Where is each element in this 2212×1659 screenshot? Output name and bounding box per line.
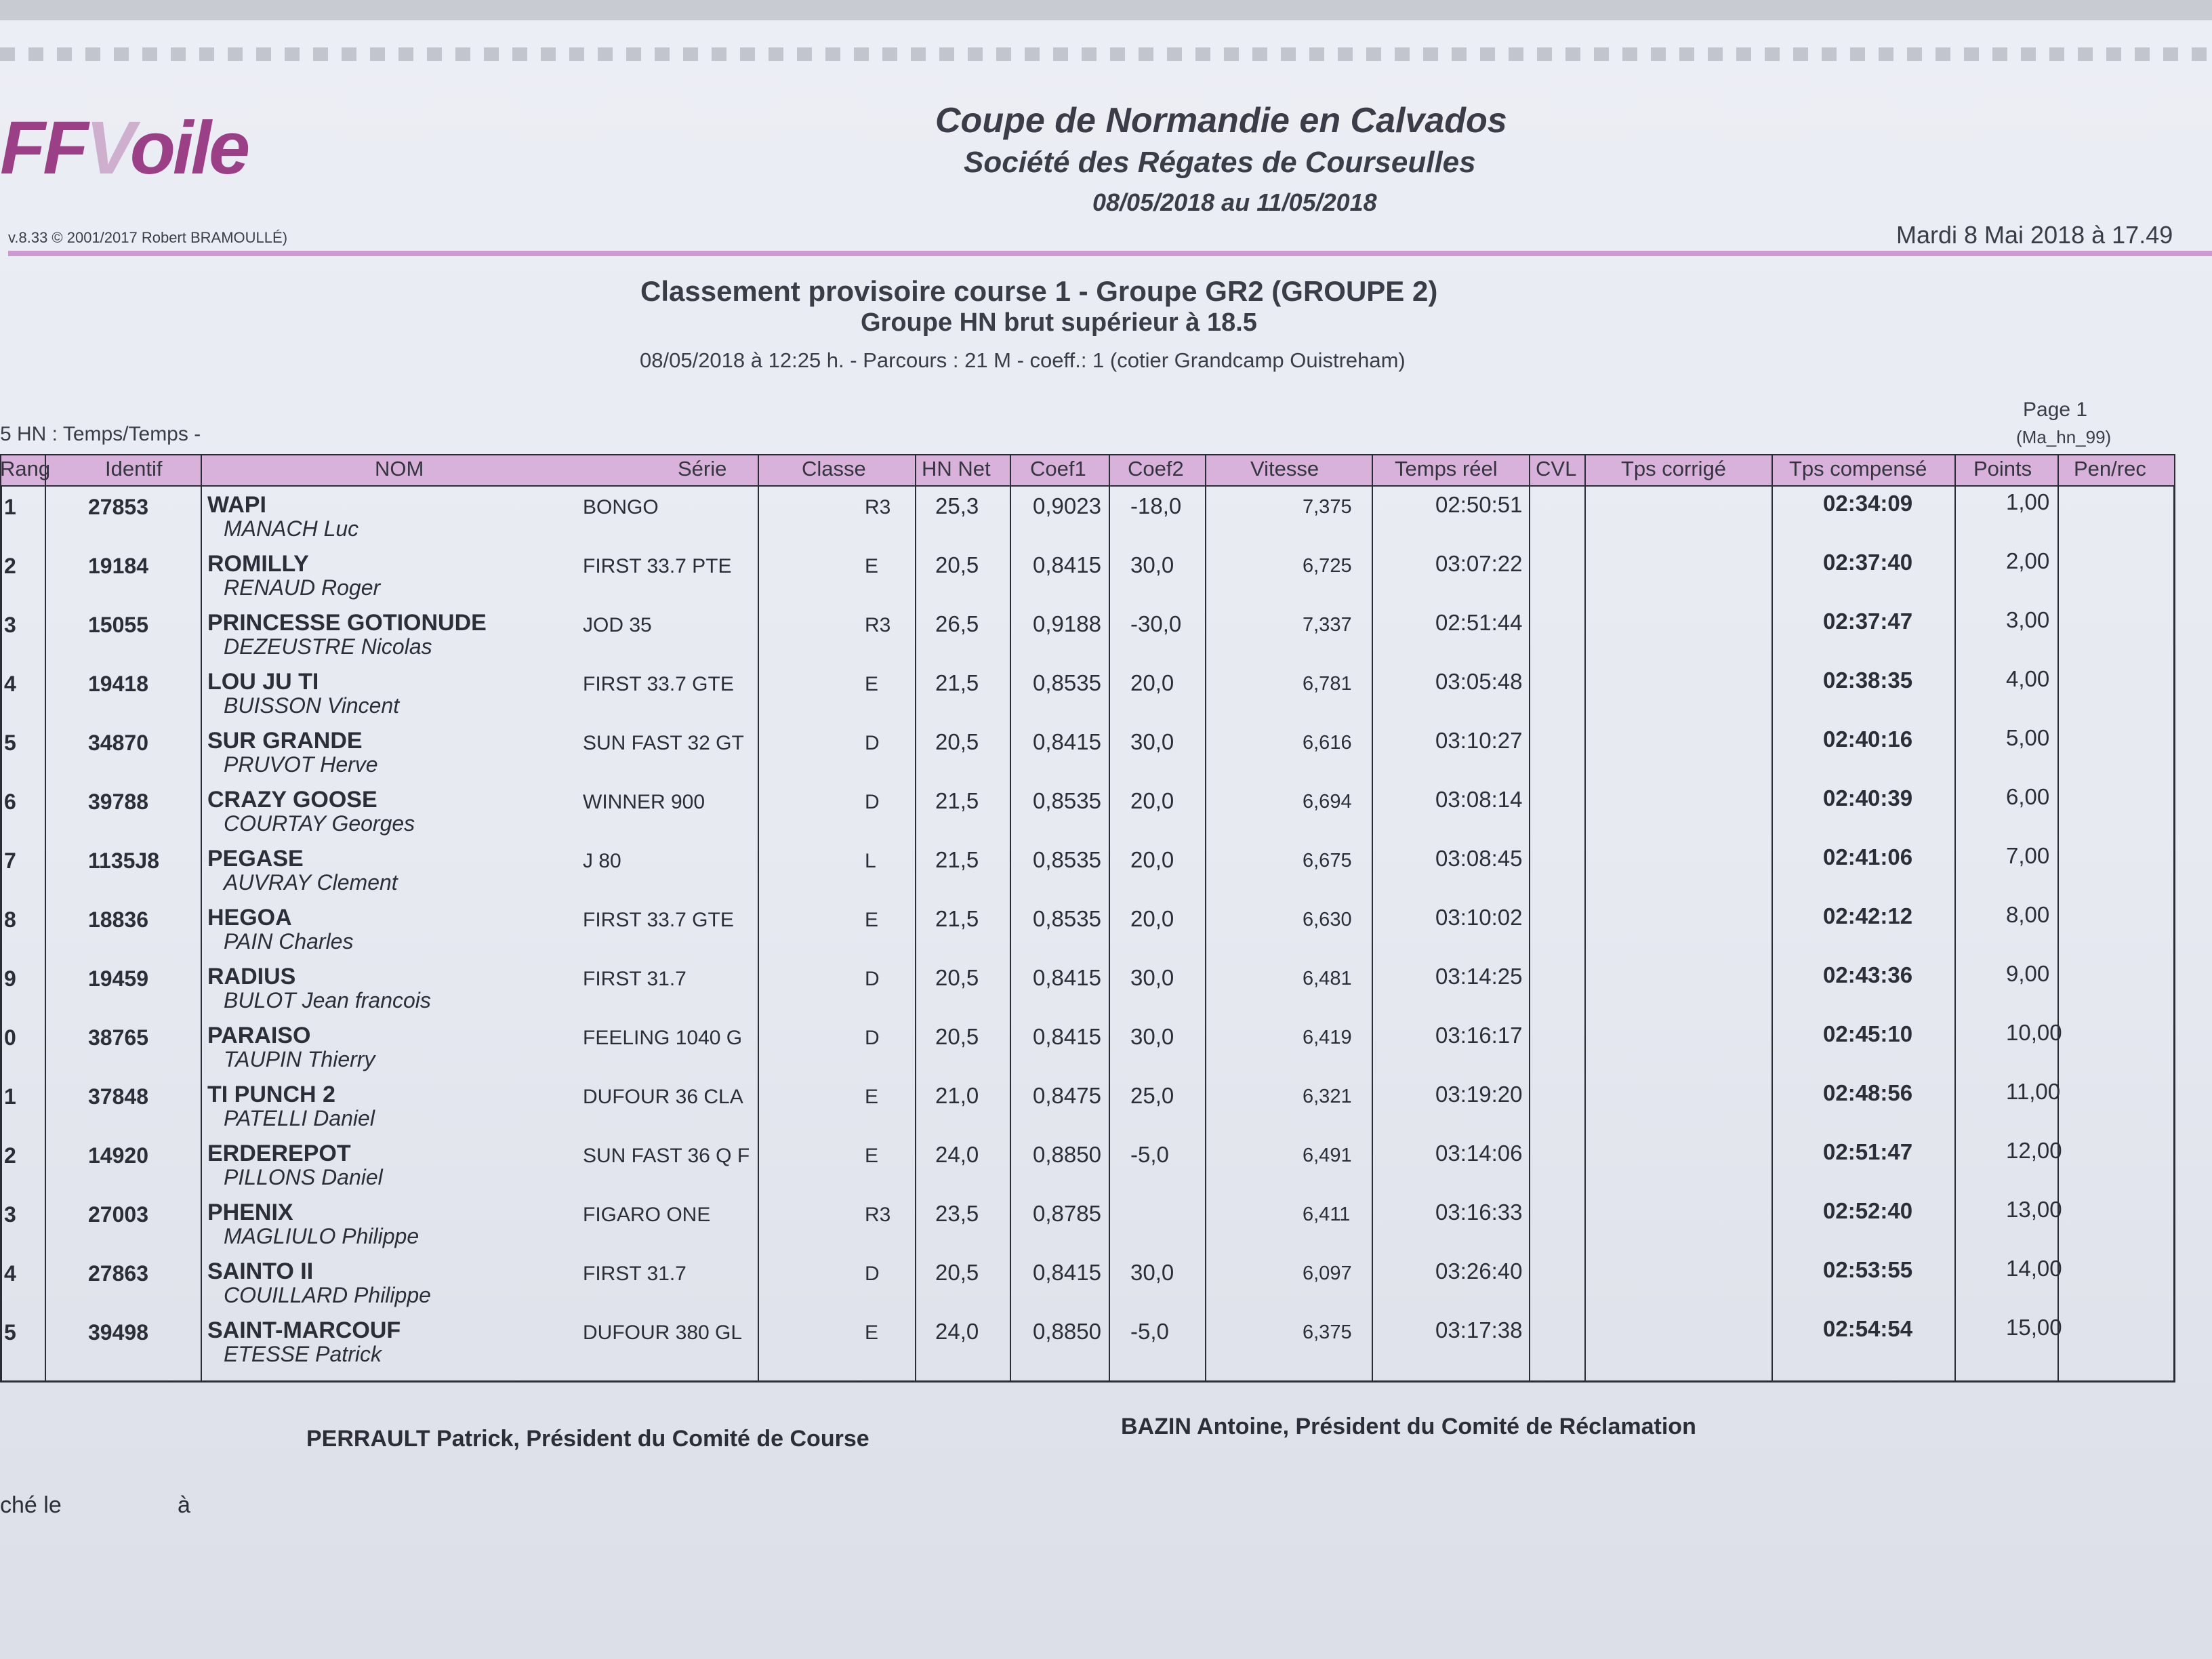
row-points: 11,00	[2006, 1079, 2061, 1104]
table-row	[0, 1197, 2175, 1256]
table-row	[0, 961, 2175, 1020]
row-rang: 1	[4, 495, 16, 519]
print-date: Mardi 8 Mai 2018 à 17.49	[1896, 221, 2173, 249]
row-skipper: TAUPIN Thierry	[224, 1047, 375, 1071]
row-rang: 5	[4, 1320, 16, 1345]
row-tps-compense: 02:52:40	[1823, 1198, 1913, 1223]
col-hn-net: HN Net	[922, 457, 991, 480]
row-boat-name: ERDEREPOT	[207, 1141, 351, 1166]
table-row	[0, 1315, 2175, 1374]
row-tps-compense: 02:34:09	[1823, 491, 1913, 516]
row-boat-name: SAINT-MARCOUF	[207, 1317, 401, 1343]
row-temps-reel: 02:50:51	[1435, 492, 1523, 517]
row-tps-compense: 02:40:39	[1823, 785, 1913, 811]
row-boat-name: PRINCESSE GOTIONUDE	[207, 610, 487, 636]
row-boat-name: PEGASE	[207, 846, 304, 872]
col-serie: Série	[678, 457, 727, 480]
ranking-title: Classement provisoire course 1 - Groupe GR2 (GROUPE 2)	[640, 275, 1438, 307]
row-coef2: 25,0	[1130, 1083, 1174, 1108]
row-temps-reel: 03:14:25	[1435, 964, 1523, 989]
table-row	[0, 1079, 2175, 1138]
row-hn-net: 24,0	[935, 1319, 979, 1344]
row-coef1: 0,8415	[1033, 1024, 1101, 1049]
row-skipper: MANACH Luc	[224, 516, 359, 541]
row-temps-reel: 03:10:27	[1435, 728, 1523, 753]
col-coef2: Coef2	[1128, 457, 1184, 480]
row-coef2: -30,0	[1130, 611, 1182, 636]
row-rang: 2	[4, 1143, 16, 1168]
col-tps-compense: Tps compensé	[1789, 457, 1927, 480]
col-points: Points	[1973, 457, 2032, 480]
row-skipper: DEZEUSTRE Nicolas	[224, 634, 432, 659]
row-tps-compense: 02:38:35	[1823, 668, 1913, 693]
row-boat-name: TI PUNCH 2	[207, 1082, 335, 1107]
table-row	[0, 548, 2175, 607]
row-hn-net: 21,5	[935, 670, 979, 695]
row-classe: D	[865, 1263, 880, 1285]
row-identif: 19184	[88, 554, 148, 578]
row-serie: FEELING 1040 G	[583, 1027, 743, 1049]
row-temps-reel: 03:26:40	[1435, 1258, 1523, 1284]
row-coef1: 0,8535	[1033, 847, 1101, 872]
row-skipper: MAGLIULO Philippe	[224, 1224, 419, 1248]
row-classe: R3	[865, 1204, 891, 1226]
row-hn-net: 24,0	[935, 1142, 979, 1167]
row-serie: BONGO	[583, 496, 659, 518]
row-points: 10,00	[2006, 1020, 2062, 1045]
row-identif: 15055	[88, 613, 148, 637]
row-identif: 19459	[88, 966, 148, 991]
row-coef1: 0,8535	[1033, 906, 1101, 931]
row-hn-net: 23,5	[935, 1201, 979, 1226]
row-identif: 27863	[88, 1261, 148, 1286]
row-coef1: 0,8535	[1033, 788, 1101, 813]
race-info: 08/05/2018 à 12:25 h. - Parcours : 21 M - coeff.: 1 (cotier Grandcamp Ouistreham)	[640, 348, 1406, 372]
row-serie: JOD 35	[583, 614, 652, 636]
col-coef1: Coef1	[1030, 457, 1086, 480]
row-temps-reel: 03:19:20	[1435, 1082, 1523, 1107]
row-serie: SUN FAST 36 Q F	[583, 1145, 750, 1167]
row-vitesse: 7,337	[1303, 614, 1352, 636]
row-temps-reel: 03:17:38	[1435, 1317, 1523, 1343]
table-row	[0, 725, 2175, 784]
col-nom: NOM	[375, 457, 424, 480]
row-coef2: -18,0	[1130, 493, 1182, 518]
row-classe: E	[865, 1145, 879, 1167]
event-title: Coupe de Normandie en Calvados	[935, 101, 1507, 140]
row-identif: 1135J8	[88, 848, 160, 873]
row-vitesse: 6,675	[1303, 850, 1352, 872]
row-points: 6,00	[2006, 784, 2050, 809]
row-skipper: BULOT Jean francois	[224, 988, 431, 1012]
row-coef1: 0,8535	[1033, 670, 1101, 695]
row-hn-net: 26,5	[935, 611, 979, 636]
row-points: 2,00	[2006, 548, 2050, 573]
row-skipper: PATELLI Daniel	[224, 1106, 375, 1130]
row-points: 1,00	[2006, 489, 2050, 514]
row-temps-reel: 03:16:17	[1435, 1023, 1523, 1048]
row-rang: 3	[4, 1202, 16, 1227]
row-points: 4,00	[2006, 666, 2050, 691]
row-rang: 1	[4, 1084, 16, 1109]
row-points: 7,00	[2006, 843, 2050, 868]
row-skipper: AUVRAY Clement	[224, 870, 398, 895]
row-identif: 27003	[88, 1202, 148, 1227]
row-skipper: BUISSON Vincent	[224, 693, 400, 718]
row-serie: SUN FAST 32 GT	[583, 732, 744, 754]
row-coef2: 20,0	[1130, 847, 1174, 872]
table-row	[0, 1020, 2175, 1079]
row-vitesse: 6,781	[1303, 673, 1352, 695]
row-boat-name: ROMILLY	[207, 551, 309, 577]
row-rang: 4	[4, 1261, 16, 1286]
page-number: Page 1	[2023, 398, 2088, 421]
row-temps-reel: 03:16:33	[1435, 1200, 1523, 1225]
row-boat-name: PHENIX	[207, 1200, 293, 1225]
row-identif: 37848	[88, 1084, 148, 1109]
col-cvl: CVL	[1536, 457, 1577, 480]
row-serie: WINNER 900	[583, 791, 705, 813]
posted-at-label: à	[178, 1492, 190, 1518]
row-skipper: RENAUD Roger	[224, 575, 381, 600]
row-vitesse: 6,411	[1303, 1204, 1351, 1225]
row-coef2: 30,0	[1130, 1024, 1174, 1049]
row-tps-compense: 02:40:16	[1823, 726, 1913, 752]
row-boat-name: HEGOA	[207, 905, 292, 930]
row-rang: 7	[4, 848, 16, 873]
col-vitesse: Vitesse	[1250, 457, 1319, 480]
row-temps-reel: 03:14:06	[1435, 1141, 1523, 1166]
row-vitesse: 6,491	[1303, 1145, 1352, 1166]
col-rang: Rang	[0, 457, 51, 480]
row-hn-net: 20,5	[935, 1260, 979, 1285]
row-tps-compense: 02:48:56	[1823, 1080, 1913, 1105]
row-rang: 8	[4, 907, 16, 932]
row-identif: 34870	[88, 731, 148, 755]
row-coef1: 0,8850	[1033, 1142, 1101, 1167]
row-vitesse: 7,375	[1303, 496, 1352, 518]
ffvoile-logo: FFVoile	[0, 106, 248, 190]
row-rang: 5	[4, 731, 16, 755]
table-row	[0, 843, 2175, 902]
col-pen-rec: Pen/rec	[2074, 457, 2146, 480]
row-serie: J 80	[583, 850, 621, 872]
row-hn-net: 21,0	[935, 1083, 979, 1108]
row-temps-reel: 02:51:44	[1435, 610, 1523, 635]
row-coef1: 0,9023	[1033, 493, 1101, 518]
row-vitesse: 6,725	[1303, 555, 1352, 577]
row-identif: 39498	[88, 1320, 148, 1345]
row-vitesse: 6,630	[1303, 909, 1352, 930]
row-serie: FIGARO ONE	[583, 1204, 711, 1226]
row-boat-name: LOU JU TI	[207, 669, 319, 695]
row-points: 8,00	[2006, 902, 2050, 927]
row-coef2: 20,0	[1130, 788, 1174, 813]
row-points: 14,00	[2006, 1256, 2062, 1281]
header-divider	[8, 251, 2212, 256]
row-classe: E	[865, 673, 879, 695]
row-coef1: 0,8475	[1033, 1083, 1101, 1108]
row-tps-compense: 02:37:40	[1823, 550, 1913, 575]
row-classe: E	[865, 909, 879, 931]
ranking-subtitle: Groupe HN brut supérieur à 18.5	[861, 308, 1257, 337]
col-tps-corrige: Tps corrigé	[1621, 457, 1727, 480]
row-temps-reel: 03:05:48	[1435, 669, 1523, 694]
software-version: v.8.33 © 2001/2017 Robert BRAMOULLÉ)	[8, 229, 288, 246]
row-tps-compense: 02:41:06	[1823, 844, 1913, 869]
row-classe: D	[865, 732, 880, 754]
row-skipper: PILLONS Daniel	[224, 1165, 383, 1189]
row-rang: 9	[4, 966, 16, 991]
row-boat-name: WAPI	[207, 492, 266, 518]
row-classe: R3	[865, 496, 891, 518]
protest-committee-signature: BAZIN Antoine, Président du Comité de Réclamation	[1121, 1414, 1696, 1439]
row-identif: 39788	[88, 790, 148, 814]
row-classe: R3	[865, 614, 891, 636]
row-points: 13,00	[2006, 1197, 2062, 1222]
row-points: 12,00	[2006, 1138, 2062, 1163]
row-serie: FIRST 33.7 PTE	[583, 555, 732, 577]
row-tps-compense: 02:42:12	[1823, 903, 1913, 928]
col-classe: Classe	[802, 457, 866, 480]
row-hn-net: 25,3	[935, 493, 979, 518]
row-serie: FIRST 31.7	[583, 1263, 687, 1285]
row-tps-compense: 02:45:10	[1823, 1021, 1913, 1046]
row-classe: E	[865, 555, 879, 577]
row-boat-name: RADIUS	[207, 964, 296, 989]
row-serie: DUFOUR 36 CLA	[583, 1086, 743, 1108]
row-coef1: 0,9188	[1033, 611, 1101, 636]
table-row	[0, 902, 2175, 961]
row-rang: 6	[4, 790, 16, 814]
row-hn-net: 20,5	[935, 552, 979, 577]
row-hn-net: 21,5	[935, 847, 979, 872]
table-row	[0, 607, 2175, 666]
row-coef2: -5,0	[1130, 1319, 1169, 1344]
table-row	[0, 1256, 2175, 1315]
table-row	[0, 489, 2175, 548]
row-identif: 27853	[88, 495, 148, 519]
row-hn-net: 20,5	[935, 729, 979, 754]
row-rang: 2	[4, 554, 16, 578]
col-identif: Identif	[105, 457, 163, 480]
row-tps-compense: 02:54:54	[1823, 1316, 1913, 1341]
row-vitesse: 6,419	[1303, 1027, 1352, 1048]
row-rang: 4	[4, 672, 16, 696]
row-coef1: 0,8850	[1033, 1319, 1101, 1344]
row-boat-name: PARAISO	[207, 1023, 311, 1048]
row-points: 5,00	[2006, 725, 2050, 750]
row-skipper: PAIN Charles	[224, 929, 354, 954]
col-temps-reel: Temps réel	[1395, 457, 1498, 480]
race-committee-signature: PERRAULT Patrick, Président du Comité de Course	[306, 1426, 869, 1452]
row-tps-compense: 02:51:47	[1823, 1139, 1913, 1164]
row-rang: 3	[4, 613, 16, 637]
row-identif: 38765	[88, 1025, 148, 1050]
event-club: Société des Régates de Courseulles	[964, 146, 1476, 179]
row-tps-compense: 02:53:55	[1823, 1257, 1913, 1282]
row-coef2: 30,0	[1130, 965, 1174, 990]
row-tps-compense: 02:37:47	[1823, 609, 1913, 634]
row-coef2: 30,0	[1130, 552, 1174, 577]
row-serie: DUFOUR 380 GL	[583, 1322, 743, 1344]
row-skipper: COUILLARD Philippe	[224, 1283, 431, 1307]
row-points: 15,00	[2006, 1315, 2062, 1340]
row-coef2: 20,0	[1130, 670, 1174, 695]
table-row	[0, 666, 2175, 725]
row-identif: 19418	[88, 672, 148, 696]
row-coef1: 0,8415	[1033, 552, 1101, 577]
row-boat-name: SAINTO II	[207, 1258, 314, 1284]
row-classe: L	[865, 850, 876, 872]
row-vitesse: 6,375	[1303, 1322, 1352, 1343]
results-table	[0, 454, 2175, 1382]
row-hn-net: 20,5	[935, 965, 979, 990]
row-coef1: 0,8415	[1033, 729, 1101, 754]
row-serie: FIRST 33.7 GTE	[583, 909, 734, 931]
row-serie: FIRST 31.7	[583, 968, 687, 990]
row-classe: D	[865, 791, 880, 813]
row-skipper: COURTAY Georges	[224, 811, 415, 836]
row-boat-name: SUR GRANDE	[207, 728, 363, 754]
page-reference: (Ma_hn_99)	[2016, 427, 2112, 447]
row-temps-reel: 03:10:02	[1435, 905, 1523, 930]
row-classe: E	[865, 1086, 879, 1108]
row-boat-name: CRAZY GOOSE	[207, 787, 377, 813]
row-vitesse: 6,481	[1303, 968, 1352, 989]
row-hn-net: 20,5	[935, 1024, 979, 1049]
row-temps-reel: 03:08:45	[1435, 846, 1523, 871]
results-sheet	[0, 20, 2212, 1659]
row-points: 3,00	[2006, 607, 2050, 632]
row-coef2: -5,0	[1130, 1142, 1169, 1167]
row-identif: 18836	[88, 907, 148, 932]
row-rang: 0	[4, 1025, 16, 1050]
row-hn-net: 21,5	[935, 906, 979, 931]
row-vitesse: 6,616	[1303, 732, 1352, 754]
row-coef2: 30,0	[1130, 1260, 1174, 1285]
event-dates: 08/05/2018 au 11/05/2018	[1092, 188, 1377, 216]
row-classe: D	[865, 968, 880, 990]
row-classe: D	[865, 1027, 880, 1049]
row-coef1: 0,8785	[1033, 1201, 1101, 1226]
row-temps-reel: 03:08:14	[1435, 787, 1523, 812]
row-serie: FIRST 33.7 GTE	[583, 673, 734, 695]
table-row	[0, 1138, 2175, 1197]
row-coef1: 0,8415	[1033, 965, 1101, 990]
row-coef2: 20,0	[1130, 906, 1174, 931]
row-vitesse: 6,694	[1303, 791, 1352, 813]
perforation-edge	[0, 47, 2212, 61]
row-points: 9,00	[2006, 961, 2050, 986]
row-coef1: 0,8415	[1033, 1260, 1101, 1285]
row-coef2: 30,0	[1130, 729, 1174, 754]
table-row	[0, 784, 2175, 843]
row-vitesse: 6,321	[1303, 1086, 1352, 1107]
row-skipper: ETESSE Patrick	[224, 1342, 382, 1366]
row-hn-net: 21,5	[935, 788, 979, 813]
posted-label: ché le	[0, 1492, 62, 1518]
hn-label: 5 HN : Temps/Temps -	[0, 423, 201, 445]
row-skipper: PRUVOT Herve	[224, 752, 378, 777]
row-temps-reel: 03:07:22	[1435, 551, 1523, 576]
row-vitesse: 6,097	[1303, 1263, 1352, 1284]
row-identif: 14920	[88, 1143, 148, 1168]
row-tps-compense: 02:43:36	[1823, 962, 1913, 987]
row-classe: E	[865, 1322, 879, 1344]
